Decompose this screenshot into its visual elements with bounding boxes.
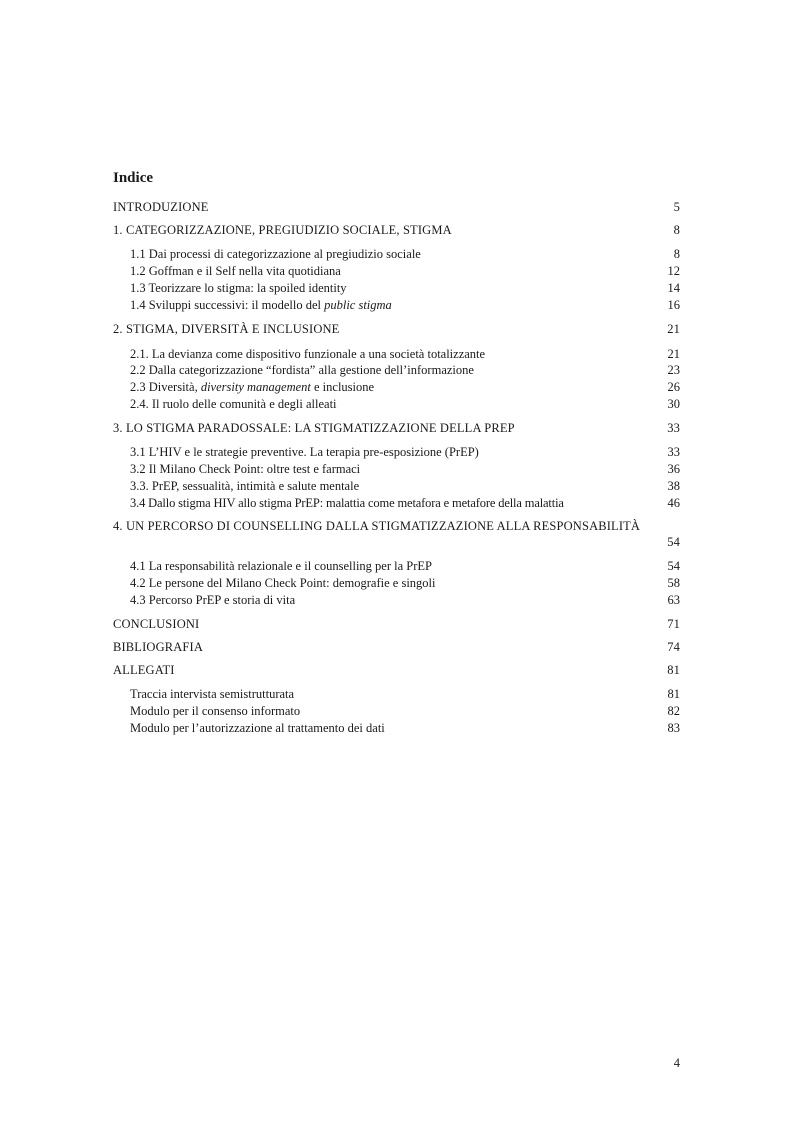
toc-entry-page: 36 <box>667 462 680 476</box>
toc-title: Indice <box>113 170 154 186</box>
toc-entry-page: 5 <box>673 200 680 214</box>
toc-entry-page: 54 <box>667 535 680 549</box>
toc-entry-label: 3.1 L’HIV e le strategie preventive. La terapia pre-esposizione (PrEP) <box>130 445 479 459</box>
toc-label-text: 1.4 Sviluppi successivi: il modello del <box>130 298 325 312</box>
toc-entry-page: 71 <box>667 617 680 631</box>
toc-entry-label: 3.2 Il Milano Check Point: oltre test e farmaci <box>130 462 361 476</box>
toc-entry-label: 1.2 Goffman e il Self nella vita quotidiana <box>130 264 341 278</box>
toc-entry-label: ALLEGATI <box>113 663 175 677</box>
toc-entry-label: 1.1 Dai processi di categorizzazione al pregiudizio sociale <box>130 247 421 261</box>
toc-entry-page: 38 <box>667 479 680 493</box>
toc-label-text: e inclusione <box>310 380 375 394</box>
toc-entry-page: 16 <box>667 298 680 312</box>
toc-entry-label: 2. STIGMA, DIVERSITÀ E INCLUSIONE <box>113 322 340 336</box>
toc-entry-label: 4. UN PERCORSO DI COUNSELLING DALLA STIGMATIZZAZIONE ALLA RESPONSABILITÀ <box>113 519 641 533</box>
toc-entry-page: 14 <box>667 281 680 295</box>
toc-entry-label: 4.2 Le persone del Milano Check Point: demografie e singoli <box>130 576 436 590</box>
toc-entry-label: CONCLUSIONI <box>113 617 200 631</box>
toc-entry-page: 81 <box>667 663 680 677</box>
toc-entry-page: 23 <box>667 363 680 377</box>
toc-entry-page: 74 <box>667 640 680 654</box>
toc-entry-label: Modulo per il consenso informato <box>130 704 301 718</box>
toc-entry-page: 8 <box>673 247 680 261</box>
toc-entry-label <box>130 379 374 395</box>
toc-entry-label: 1.3 Teorizzare lo stigma: la spoiled identity <box>130 281 347 295</box>
toc-entry-label: INTRODUZIONE <box>113 200 209 214</box>
toc-entry-page: 8 <box>673 223 680 237</box>
toc-entry-label: 4.3 Percorso PrEP e storia di vita <box>130 593 296 607</box>
toc-entry-page: 82 <box>667 704 680 718</box>
toc-entry-page: 46 <box>667 496 680 510</box>
toc-entry-page: 26 <box>667 380 680 394</box>
toc-entry-page: 30 <box>667 397 680 411</box>
toc-entry-page: 12 <box>667 264 680 278</box>
toc-entry-page: 33 <box>667 445 680 459</box>
toc-label-italic: diversity management <box>200 380 311 394</box>
toc-entry-page: 58 <box>667 576 680 590</box>
toc-entry-label: 4.1 La responsabilità relazionale e il counselling per la PrEP <box>130 559 432 573</box>
toc-entry-page: 21 <box>667 347 680 361</box>
toc-entry-label: 2.1. La devianza come dispositivo funzionale a una società totalizzante <box>130 347 486 361</box>
toc-entry-label: 3.4 Dallo stigma HIV allo stigma PrEP: malattia come metafora e metafore della malattia <box>130 496 564 510</box>
toc-entry-page: 81 <box>667 687 680 701</box>
toc-entry-page: 21 <box>667 322 680 336</box>
toc-entry-label <box>130 297 392 313</box>
toc-entry-label: 1. CATEGORIZZAZIONE, PREGIUDIZIO SOCIALE, STIGMA <box>113 223 452 237</box>
toc-entry-page: 54 <box>667 559 680 573</box>
page-number: 4 <box>673 1056 680 1070</box>
toc-entry-label: 2.2 Dalla categorizzazione “fordista” alla gestione dell’informazione <box>130 363 474 377</box>
toc-entry-page: 63 <box>667 593 680 607</box>
toc-entry-label: Traccia intervista semistrutturata <box>130 687 295 701</box>
toc-entry-label: 3. LO STIGMA PARADOSSALE: LA STIGMATIZZAZIONE DELLA PREP <box>113 421 515 435</box>
toc-entry-page: 83 <box>667 721 680 735</box>
toc-entry-label: BIBLIOGRAFIA <box>113 640 203 654</box>
toc-label-text: 2.3 Diversità, <box>130 380 201 394</box>
toc-entry-label: Modulo per l’autorizzazione al trattamento dei dati <box>130 721 385 735</box>
toc-entry-label: 3.3. PrEP, sessualità, intimità e salute mentale <box>130 479 360 493</box>
toc-entry-page: 33 <box>667 421 680 435</box>
toc-label-italic: public stigma <box>324 298 392 312</box>
toc-entry-label: 2.4. Il ruolo delle comunità e degli alleati <box>130 397 337 411</box>
